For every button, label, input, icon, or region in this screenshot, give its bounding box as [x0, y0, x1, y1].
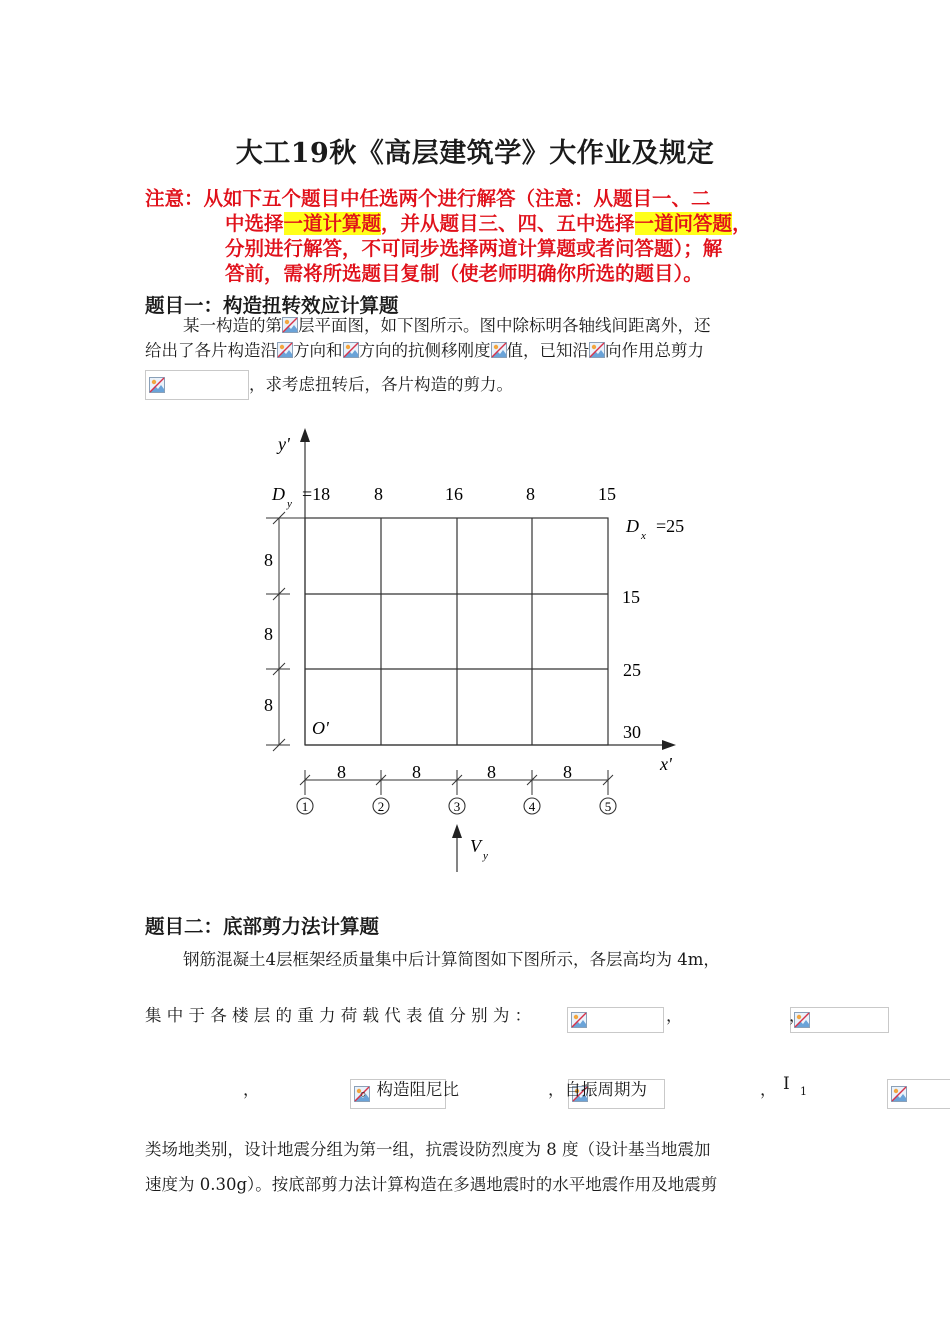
left-dim-1: 8 [264, 550, 273, 570]
q1-heading: 题目一：构造扭转效应计算题 [145, 294, 399, 317]
highlight-qa: 一道问答题 [634, 212, 733, 235]
bottom-dim-1: 8 [337, 762, 346, 782]
force-subscript: y [483, 850, 488, 862]
page-title: 大工19秋《高层建筑学》大作业及规定 [235, 138, 715, 169]
axis-number-1: 1 [301, 799, 309, 814]
q2-line-4: 类场地类别，设计地震分组为第一组，抗震设防烈度为 8 度（设计基当地震加 [145, 1140, 711, 1159]
dx-symbol: D [626, 516, 639, 536]
floor-plan-figure [250, 420, 710, 880]
dx-value-1: =25 [656, 516, 685, 536]
broken-image-icon [491, 342, 507, 358]
dx-value-3: 25 [623, 660, 641, 680]
bottom-dim-3: 8 [487, 762, 496, 782]
notice-line-1: 注意：从如下五个题目中任选两个进行解答（注意：从题目一、二 [145, 187, 711, 210]
axis-number-2: 2 [377, 799, 385, 814]
force-label: V [470, 836, 481, 856]
site-class-sub: 1 [800, 1085, 807, 1098]
dy-value-1: =18 [302, 484, 331, 504]
q2-line-1: 钢筋混凝土4层框架经质量集中后计算简图如下图所示，各层高均为 4m， [183, 950, 720, 969]
broken-image-icon [282, 317, 298, 333]
q1-line-1: 某一构造的第 层平面图，如下图所示。图中除标明各轴线间距离外，还 [183, 316, 711, 335]
broken-image-box [567, 1007, 664, 1033]
left-dim-3: 8 [264, 695, 273, 715]
notice-line-3: 分别进行解答，不可同步选择两道计算题或者问答题）；解 [225, 237, 723, 260]
dy-symbol: D [272, 484, 285, 504]
q2-heading: 题目二：底部剪力法计算题 [145, 915, 380, 938]
bottom-dim-4: 8 [563, 762, 572, 782]
q2-line-2: 集 中 于 各 楼 层 的 重 力 荷 载 代 表 值 分 别 为 ： [145, 1006, 532, 1025]
broken-image-box [145, 370, 249, 400]
site-class-roman: Ⅰ [783, 1074, 790, 1094]
broken-image-box [887, 1079, 950, 1109]
x-axis-label: x' [660, 754, 672, 774]
broken-image-icon [589, 342, 605, 358]
notice-block [145, 186, 817, 286]
axis-number-5: 5 [604, 799, 612, 814]
q2-line-5: 速度为 0.30g）。按底部剪力法计算构造在多遇地震时的水平地震作用及地震剪 [145, 1175, 718, 1194]
broken-image-icon [343, 342, 359, 358]
dx-subscript: x [641, 530, 646, 542]
dy-subscript: y [287, 498, 292, 510]
y-axis-label: y' [278, 434, 290, 454]
notice-line-4: 答前，需将所选题目复制（使老师明确你所选的题目）。 [225, 262, 703, 285]
dy-value-5: 15 [598, 484, 616, 504]
structure-grid [305, 518, 608, 745]
bottom-dim-2: 8 [412, 762, 421, 782]
broken-image-icon [277, 342, 293, 358]
axis-number-3: 3 [453, 799, 461, 814]
dy-value-3: 16 [445, 484, 463, 504]
highlight-calc: 一道计算题 [283, 212, 382, 235]
notice-line-2: 中选择一道计算题，并从题目三、四、五中选择一道问答题， [225, 212, 752, 235]
left-dim-2: 8 [264, 624, 273, 644]
dx-value-2: 15 [622, 587, 640, 607]
q1-line-3: ，求考虑扭转后，各片构造的剪力。 [145, 370, 513, 400]
dx-value-4: 30 [623, 722, 641, 742]
origin-label: O' [312, 718, 329, 738]
q1-line-2: 给出了各片构造沿 方向和 方向的抗侧移刚度 值，已知沿 向作用总剪力 [145, 341, 704, 360]
dy-value-2: 8 [374, 484, 383, 504]
dy-value-4: 8 [526, 484, 535, 504]
axis-number-4: 4 [528, 799, 536, 814]
